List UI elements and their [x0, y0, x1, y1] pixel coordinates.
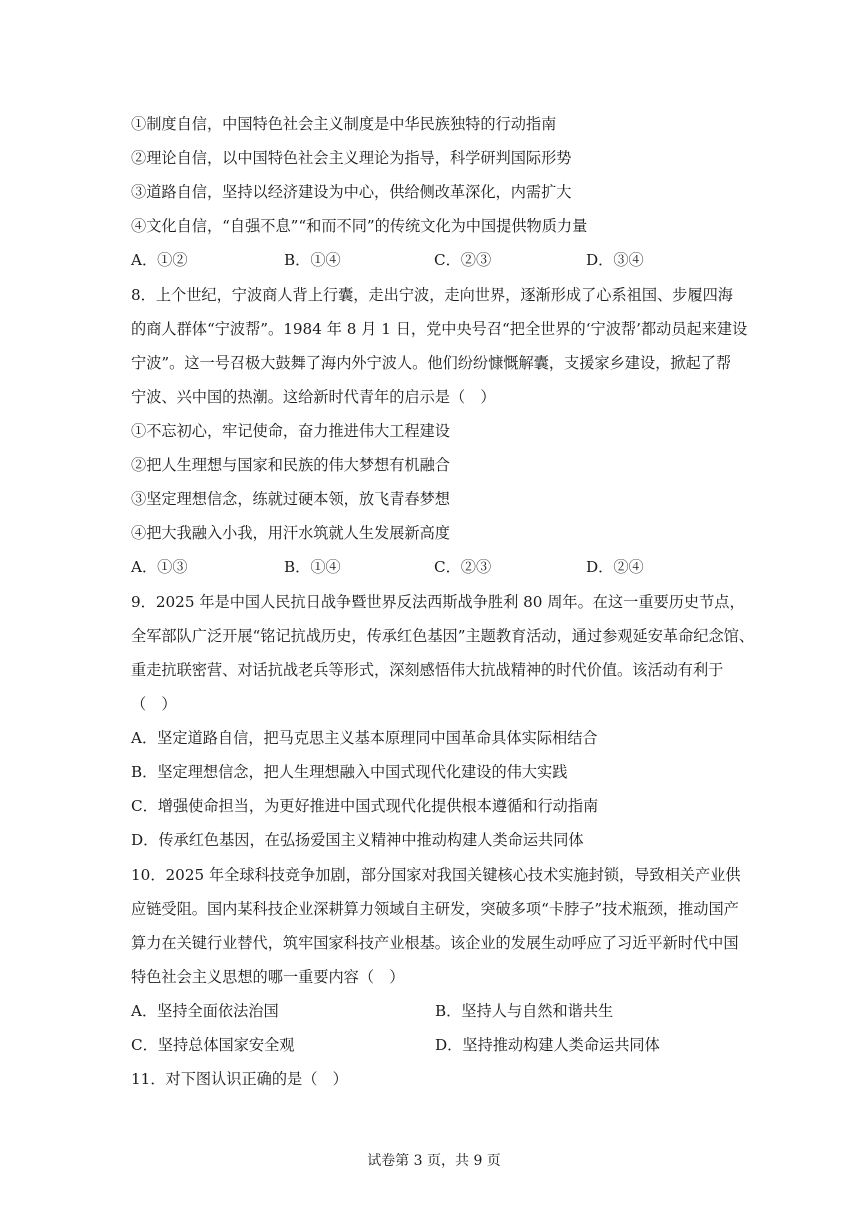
q9-stem-line-1: 9．2025 年是中国人民抗日战争暨世界反法西斯战争胜利 80 周年。在这一重要历史节点，: [131, 593, 745, 611]
q9-stem-line-2: 全军部队广泛开展“铭记抗战历史，传承红色基因”主题教育活动，通过参观延安革命纪念馆、: [131, 627, 755, 645]
q7-item-3: ③道路自信，坚持以经济建设为中心，供给侧改革深化，内需扩大: [131, 183, 572, 201]
q10-stem-line-2: 应链受阻。国内某科技企业深耕算力领域自主研发，突破多项“卡脖子”技术瓶颈，推动国产: [131, 900, 739, 918]
q10-option-b[interactable]: B．坚持人与自然和谐共生: [435, 1002, 614, 1020]
q8-option-d[interactable]: D．②④: [586, 558, 644, 576]
q10-option-a[interactable]: A．坚持全面依法治国: [131, 1002, 279, 1020]
q9-option-d[interactable]: D．传承红色基因，在弘扬爱国主义精神中推动构建人类命运共同体: [131, 831, 584, 849]
q8-option-a[interactable]: A．①③: [131, 558, 188, 576]
q10-option-c[interactable]: C．坚持总体国家安全观: [131, 1036, 295, 1054]
q8-option-b[interactable]: B．①④: [284, 558, 341, 576]
page-footer: 试卷第 3 页，共 9 页: [367, 1153, 501, 1169]
q8-item-3: ③坚定理想信念，练就过硬本领，放飞青春梦想: [131, 490, 450, 508]
q7-item-4: ④文化自信，“自强不息”“和而不同”的传统文化为中国提供物质力量: [131, 217, 588, 235]
q7-item-2: ②理论自信，以中国特色社会主义理论为指导，科学研判国际形势: [131, 149, 572, 167]
q8-item-2: ②把人生理想与国家和民族的伟大梦想有机融合: [131, 456, 450, 474]
q7-option-b[interactable]: B．①④: [284, 251, 341, 269]
q10-stem-line-3: 算力在关键行业替代，筑牢国家科技产业根基。该企业的发展生动呼应了习近平新时代中国: [131, 934, 739, 952]
q9-stem-line-3: 重走抗联密营、对话抗战老兵等形式，深刻感悟伟大抗战精神的时代价值。该活动有利于: [131, 661, 724, 679]
q8-option-c[interactable]: C．②③: [434, 558, 492, 576]
q8-stem-line-4: 宁波、兴中国的热潮。这给新时代青年的启示是（ ）: [131, 388, 496, 406]
q10-stem-line-4: 特色社会主义思想的哪一重要内容（ ）: [131, 968, 405, 986]
q10-option-d[interactable]: D．坚持推动构建人类命运共同体: [435, 1036, 660, 1054]
q9-option-a[interactable]: A．坚定道路自信，把马克思主义基本原理同中国革命具体实际相结合: [131, 729, 598, 747]
q8-item-4: ④把大我融入小我，用汗水筑就人生发展新高度: [131, 524, 450, 542]
q7-option-c[interactable]: C．②③: [434, 251, 492, 269]
q8-item-1: ①不忘初心，牢记使命，奋力推进伟大工程建设: [131, 422, 450, 440]
q8-stem-line-1: 8．上个世纪，宁波商人背上行囊，走出宁波，走向世界，逐渐形成了心系祖国、步履四海: [131, 286, 733, 304]
q9-option-b[interactable]: B．坚定理想信念，把人生理想融入中国式现代化建设的伟大实践: [131, 763, 568, 781]
q8-stem-line-3: 宁波”。这一号召极大鼓舞了海内外宁波人。他们纷纷慷慨解囊，支援家乡建设，掀起了帮: [131, 354, 732, 372]
q7-option-a[interactable]: A．①②: [131, 251, 188, 269]
q9-option-c[interactable]: C．增强使命担当，为更好推进中国式现代化提供根本遵循和行动指南: [131, 797, 599, 815]
q11-stem: 11．对下图认识正确的是（ ）: [131, 1070, 348, 1088]
q9-stem-line-4: （ ）: [131, 695, 177, 713]
q8-stem-line-2: 的商人群体“宁波帮”。1984 年 8 月 1 日，党中央号召“把全世界的‘宁波帮’都动员起来建设: [131, 320, 748, 338]
q7-item-1: ①制度自信，中国特色社会主义制度是中华民族独特的行动指南: [131, 115, 557, 133]
q7-option-d[interactable]: D．③④: [586, 251, 644, 269]
q10-stem-line-1: 10．2025 年全球科技竞争加剧，部分国家对我国关键核心技术实施封锁，导致相关产业供: [131, 866, 741, 884]
